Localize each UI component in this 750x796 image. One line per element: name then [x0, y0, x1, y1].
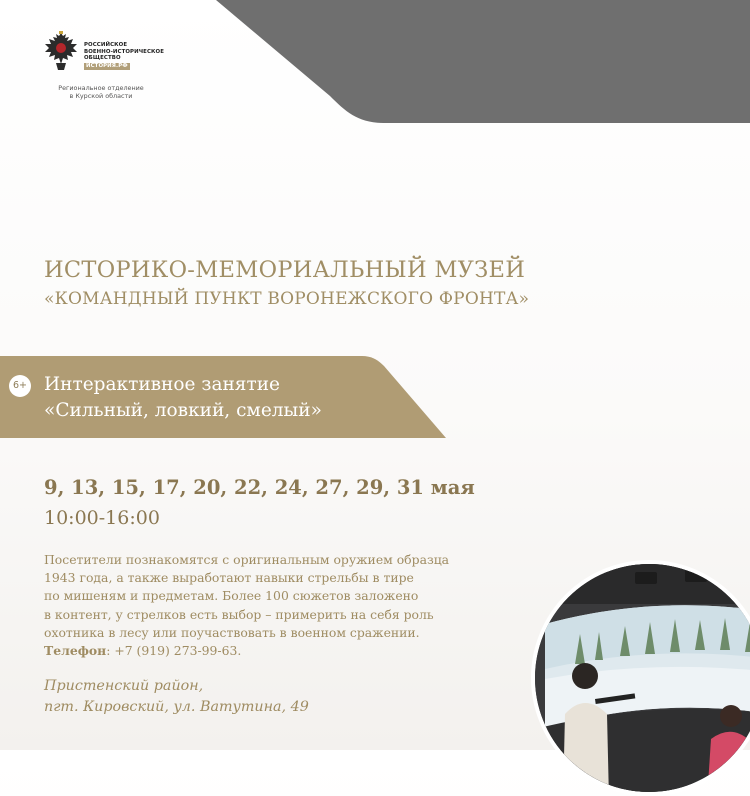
projector-icon: [635, 572, 657, 584]
description-line: 1943 года, а также выработают навыки стрельбы в тире: [44, 570, 414, 586]
age-rating-badge: 6+: [9, 375, 31, 397]
org-name-line-2: ВОЕННО-ИСТОРИЧЕСКОЕ: [84, 48, 164, 55]
visitor-figure: [572, 663, 598, 689]
phone-line: [44, 642, 474, 660]
museum-title: [44, 256, 730, 314]
region-caption: [51, 84, 151, 100]
address-line-1: Пристенский район,: [44, 678, 204, 694]
phone-label: Телефон: [44, 643, 107, 659]
shooting-range-photo: [531, 560, 750, 796]
event-dates: 9, 13, 15, 17, 20, 22, 24, 27, 29, 31 мая: [44, 476, 475, 499]
phone-number: : +7 (919) 273-99-63.: [106, 643, 242, 659]
description-line: Посетители познакомятся с оригинальным оружием образца: [44, 552, 450, 567]
region-line-2: в Курской области: [69, 92, 133, 100]
description-line: охотника в лесу или поучаствовать в военном сражении.: [44, 624, 420, 640]
description-line: по мишеням и предметам. Более 100 сюжетов заложено: [44, 588, 419, 604]
museum-title-line-2: «КОМАНДНЫЙ ПУНКТ ВОРОНЕЖСКОГО ФРОНТА»: [44, 289, 530, 309]
double-headed-eagle-icon: [44, 30, 78, 72]
event-hours: 10:00-16:00: [44, 507, 160, 529]
address-line-2: пгт. Кировский, ул. Ватутина, 49: [44, 699, 309, 715]
event-title-line-2: «Сильный, ловкий, смелый»: [44, 400, 322, 421]
event-address: [44, 676, 309, 718]
org-site-badge: ИСТОРИЯ.РФ: [86, 62, 128, 69]
region-line-1: Региональное отделение: [58, 84, 144, 92]
museum-title-line-1: ИСТОРИКО-МЕМОРИАЛЬНЫЙ МУЗЕЙ: [44, 257, 526, 283]
projector-icon: [685, 570, 707, 582]
description-line: в контент, у стрелков есть выбор – примерить на себя роль: [44, 606, 434, 622]
org-name-line-1: РОССИЙСКОЕ: [84, 42, 128, 48]
org-name-line-3: ОБЩЕСТВО: [84, 55, 121, 62]
organization-logo: [44, 30, 174, 110]
visitor-figure: [720, 705, 742, 727]
shooting-range-illustration: [535, 564, 750, 796]
event-title: [44, 372, 322, 424]
event-title-line-1: Интерактивное занятие: [44, 374, 280, 395]
event-description: [44, 551, 474, 660]
